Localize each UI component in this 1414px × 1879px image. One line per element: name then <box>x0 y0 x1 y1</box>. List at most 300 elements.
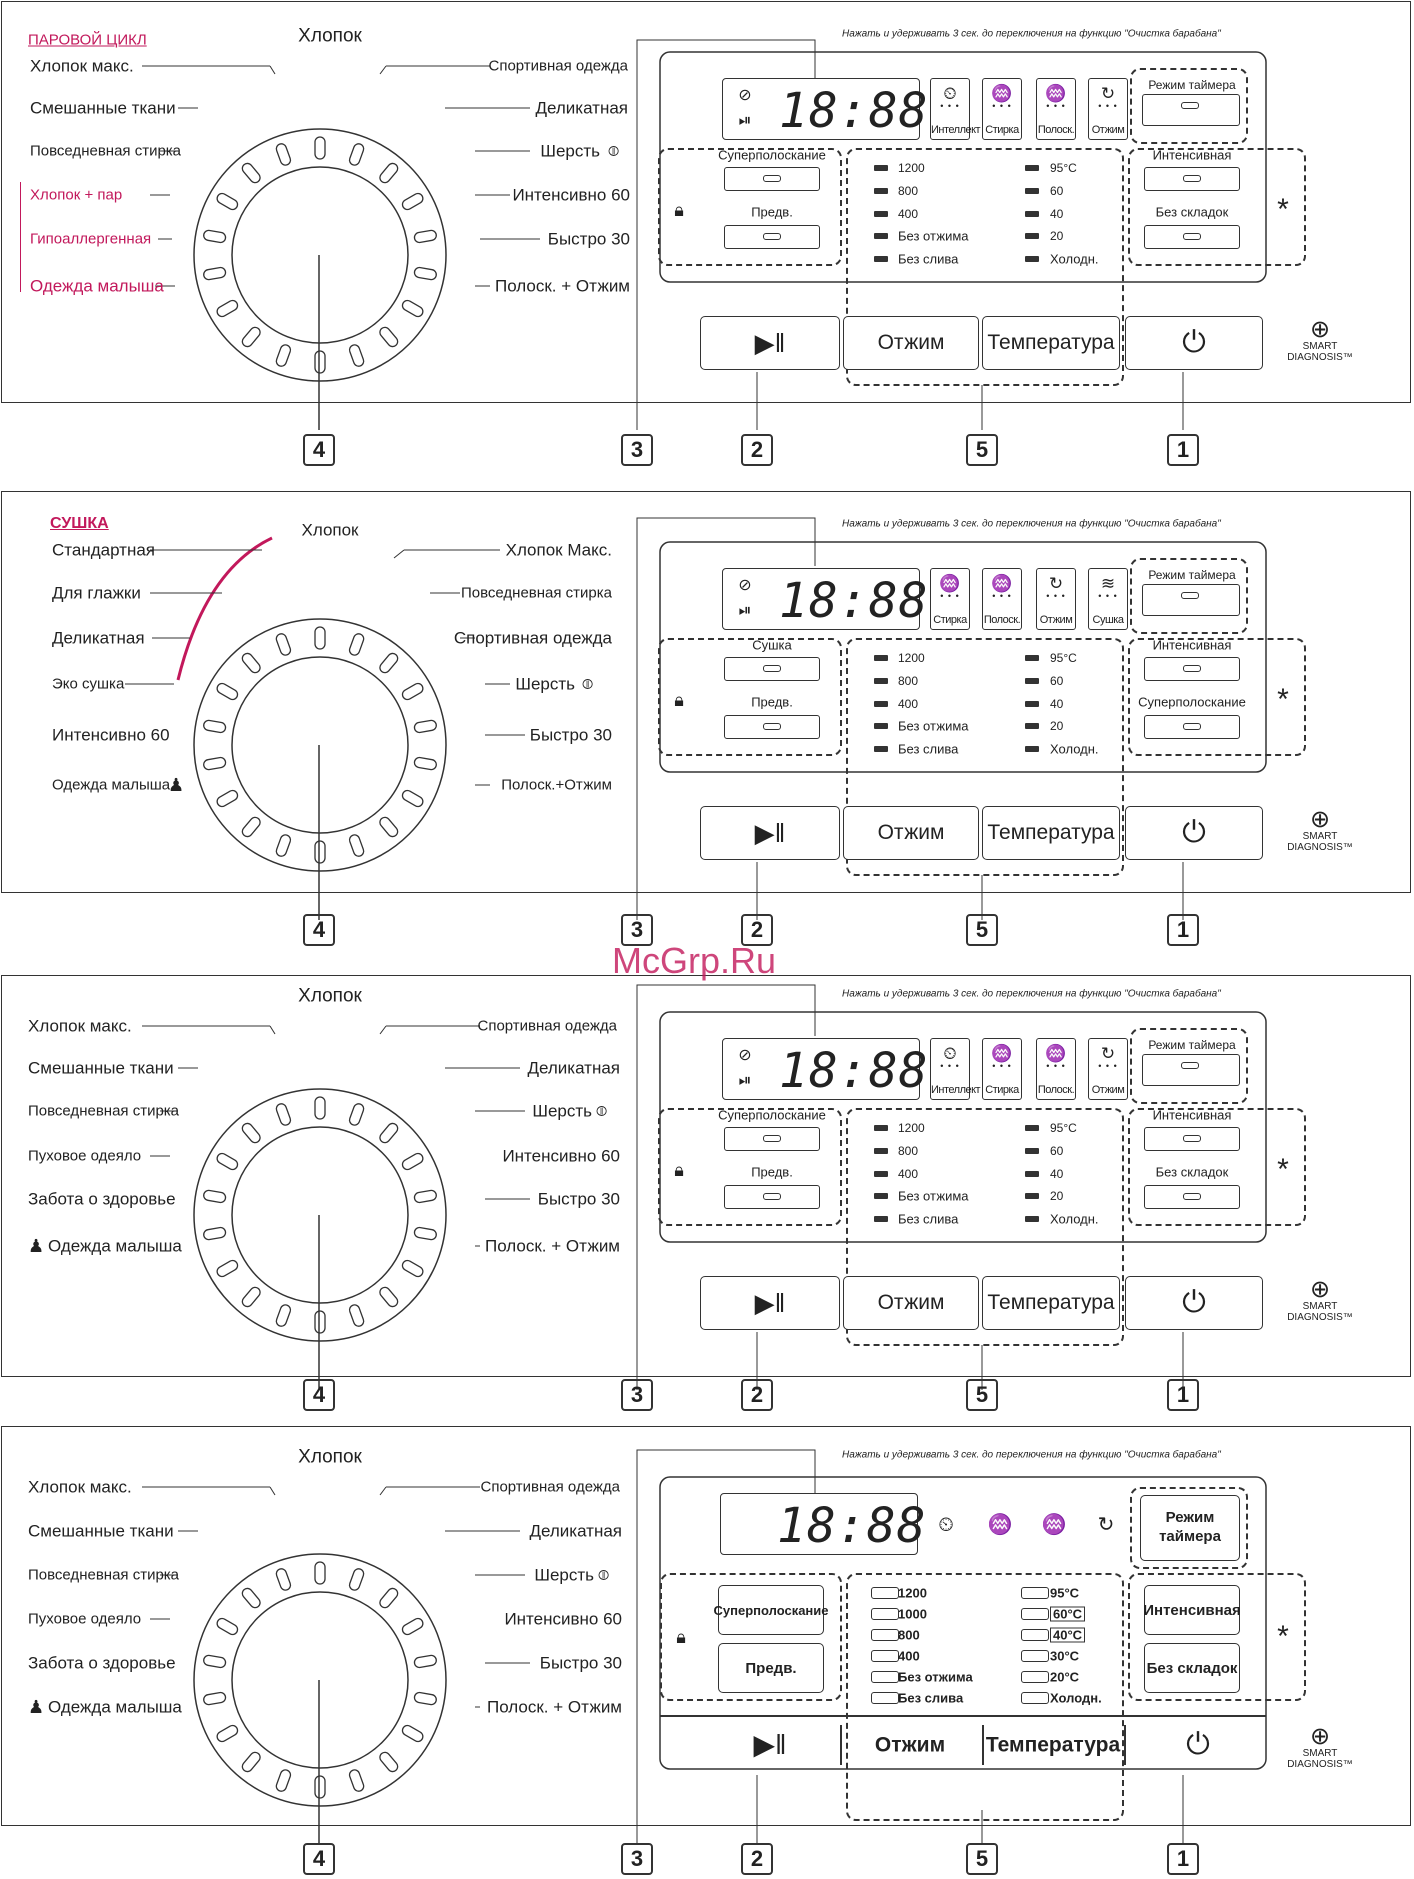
callout-2: 2 <box>741 914 773 946</box>
temp-40: 40 <box>1050 697 1064 711</box>
dial-slot <box>215 1152 239 1172</box>
program-left-5[interactable]: Забота о здоровье <box>28 1189 176 1209</box>
dial-slot <box>215 1259 239 1279</box>
dial-slot <box>378 325 400 348</box>
dial-slot <box>275 632 292 656</box>
divider <box>1124 1725 1126 1765</box>
divider <box>660 1715 1266 1717</box>
spin-icon: ↻ <box>1100 84 1116 103</box>
callout-4: 4 <box>303 1843 335 1875</box>
timer-label: Режим таймера <box>1148 1038 1236 1052</box>
no-crease-button[interactable] <box>1144 1185 1240 1209</box>
program-right-4[interactable]: Интенсивно 60 <box>512 185 630 205</box>
dial-slot <box>378 161 400 184</box>
spin-button[interactable]: Отжим <box>843 316 979 370</box>
dial-slot <box>203 1655 226 1669</box>
program-left-6[interactable]: Одежда малыша <box>48 1697 182 1717</box>
program-left-1[interactable]: Хлопок макс. <box>30 56 134 76</box>
no-crease-label: Без складок <box>1155 1164 1229 1180</box>
spin-no-drain: Без слива <box>898 1690 964 1706</box>
program-left-3[interactable]: Повседневная стирка <box>30 142 182 160</box>
program-right-1[interactable]: Спортивная одежда <box>477 1017 617 1035</box>
program-left-4[interactable]: Пуховое одеяло <box>28 1610 142 1628</box>
lock-icon: ⊘ <box>738 577 752 594</box>
program-right-3[interactable]: Шерсть <box>532 1101 592 1121</box>
callout-2: 2 <box>741 1379 773 1411</box>
temp-cold: Холодн. <box>1050 741 1099 757</box>
program-left-4[interactable]: Пуховое одеяло <box>28 1147 142 1165</box>
play-pause-icon: ▶‖ <box>754 327 786 358</box>
intensive-label: Интенсивная <box>1152 637 1232 653</box>
intensive-label: Интенсивная <box>1152 1107 1232 1123</box>
program-right-5[interactable]: Быстро 30 <box>539 1653 622 1673</box>
callout-5: 5 <box>966 1379 998 1411</box>
callout-1: 1 <box>1167 1843 1199 1875</box>
intensive-button[interactable] <box>1144 167 1240 191</box>
smart-diagnosis-icon: ⊕ <box>1309 806 1331 833</box>
callout-3: 3 <box>621 914 653 946</box>
dial-slot <box>203 230 226 244</box>
wool-icon: ⦷ <box>598 1567 610 1583</box>
dial-slot <box>414 1227 437 1241</box>
smart-diagnosis-icon: ⊕ <box>1309 1276 1331 1303</box>
time-display: 18:88 <box>779 83 929 139</box>
asterisk-icon: * <box>1277 1153 1289 1186</box>
spin-button[interactable]: Отжим <box>843 1276 979 1330</box>
dial-slot <box>215 1724 239 1744</box>
dial-slot <box>401 1617 425 1637</box>
spin-icon: ↻ <box>1097 1514 1115 1536</box>
dial-slot <box>275 1304 292 1328</box>
program-top[interactable]: Хлопок <box>298 1446 362 1468</box>
temperature-button[interactable]: Температура <box>982 316 1120 370</box>
program-right-3[interactable]: Шерсть <box>534 1565 594 1585</box>
timer-label: Режим таймера <box>1148 78 1236 92</box>
spin-800: 800 <box>898 674 919 688</box>
temp-60: 60 <box>1050 674 1064 688</box>
display <box>722 78 929 140</box>
dial-slot <box>240 325 262 348</box>
temp-cold: Холодн. <box>1050 1690 1102 1706</box>
dial-slot <box>275 344 292 368</box>
dial-slot <box>348 1567 365 1591</box>
baby-clothes-icon: ♟ <box>168 775 185 795</box>
program-right-4[interactable]: Интенсивно 60 <box>502 1146 620 1166</box>
spin-icon: ↻ <box>1048 574 1064 593</box>
asterisk-icon: * <box>1277 1620 1289 1653</box>
prewash-button[interactable] <box>724 715 820 739</box>
temp-60: 60°C <box>1050 1607 1085 1622</box>
superrinse-label: Суперполоскание <box>1138 694 1246 710</box>
dial-slot <box>203 1692 226 1706</box>
start-pause-button[interactable] <box>700 1276 840 1330</box>
power-button[interactable] <box>1125 806 1263 860</box>
program-left-1[interactable]: Хлопок макс. <box>28 1016 132 1036</box>
dial-slot <box>203 757 226 771</box>
program-right-4[interactable]: Интенсивно 60 <box>504 1609 622 1629</box>
indicator-intellect: ⏲ • • • Интеллект <box>930 78 970 140</box>
spin-none: Без отжима <box>898 1669 973 1685</box>
spin-no-drain: Без слива <box>898 1211 959 1227</box>
timer-button[interactable] <box>1142 1054 1240 1086</box>
spin-1200: 1200 <box>898 651 925 665</box>
temp-cold: Холодн. <box>1050 1211 1099 1227</box>
steam-bracket <box>20 182 21 292</box>
dial-slot <box>240 1586 262 1609</box>
panel-standard-alt <box>0 1425 1414 1879</box>
spin-1200: 1200 <box>898 1121 925 1135</box>
callout-4: 4 <box>303 1379 335 1411</box>
dial-slots <box>203 137 437 373</box>
spin-400: 400 <box>898 1167 919 1181</box>
program-right-3[interactable]: Шерсть <box>540 141 600 161</box>
dial-slot <box>215 299 239 319</box>
power-button[interactable] <box>1125 316 1263 370</box>
prewash-button[interactable] <box>724 225 820 249</box>
spin-1000: 1000 <box>898 1606 927 1622</box>
program-right-2[interactable]: Повседневная стирка <box>460 584 612 602</box>
dial-slot <box>378 1121 400 1144</box>
temperature-button[interactable]: Температура <box>982 1276 1120 1330</box>
wash-icon: ♒ <box>987 1514 1013 1536</box>
program-right-5[interactable]: Быстро 30 <box>547 229 630 249</box>
program-right-6[interactable]: Полоск. + Отжим <box>494 276 630 296</box>
prewash-button[interactable]: Предв. <box>718 1643 824 1693</box>
temp-40: 40 <box>1050 207 1064 221</box>
dry-button[interactable] <box>724 657 820 681</box>
indicator-wash: ♒ • • • Стирка <box>982 78 1022 140</box>
superrinse-button[interactable] <box>1144 715 1240 739</box>
play-pause-indicator-icon: ⏯ <box>738 112 752 129</box>
program-right-1[interactable]: Хлопок Макс. <box>505 540 612 560</box>
wash-icon: ♒ <box>991 84 1013 103</box>
no-crease-button[interactable] <box>1144 225 1240 249</box>
panel-steam <box>0 0 1414 470</box>
indicator-rinse: ♒ • • • Полоск. <box>1036 78 1076 140</box>
program-left-5[interactable]: Интенсивно 60 <box>52 725 170 745</box>
program-left-3[interactable]: Деликатная <box>52 628 145 648</box>
spin-no-drain: Без слива <box>898 741 959 757</box>
spin-400: 400 <box>898 697 919 711</box>
program-right-2[interactable]: Деликатная <box>535 98 628 118</box>
callout-5: 5 <box>966 434 998 466</box>
dial-slot <box>315 627 325 649</box>
program-right-5[interactable]: Быстро 30 <box>537 1189 620 1209</box>
dial-slot <box>203 720 226 734</box>
dial-slot <box>203 267 226 281</box>
indicator-intellect: ⏲ • • • Интеллект <box>930 1038 970 1100</box>
program-top[interactable]: Хлопок <box>301 520 359 540</box>
time-display: 18:88 <box>779 1043 929 1099</box>
power-icon: ⏻ <box>1182 816 1206 849</box>
spin-icon: ↻ <box>1100 1044 1116 1063</box>
spin-none: Без отжима <box>898 718 969 734</box>
smart-diagnosis-logo: ⊕ SMART DIAGNOSIS™ <box>1287 316 1353 363</box>
power-button[interactable] <box>1186 1730 1210 1760</box>
asterisk-icon: * <box>1277 193 1289 226</box>
temp-20: 20 <box>1050 229 1064 243</box>
no-crease-button[interactable]: Без складок <box>1144 1643 1240 1693</box>
no-crease-label: Без складок <box>1155 204 1229 220</box>
power-icon: ⏻ <box>1182 1286 1206 1319</box>
dial-slot <box>275 1102 292 1126</box>
indicator-spin: ↻ • • • Отжим <box>1088 78 1128 140</box>
dial-slot <box>275 1769 292 1793</box>
dial-slot <box>348 1769 365 1793</box>
dial-slot <box>414 757 437 771</box>
program-left-6[interactable]: Одежда малыша <box>52 776 171 794</box>
temp-40: 40 <box>1050 1167 1064 1181</box>
timer-icon: ⏲ <box>943 84 957 103</box>
indicator-rinse: ♒ • • • Полоск. <box>982 568 1022 630</box>
indicator-rinse: ♒ • • • Полоск. <box>1036 1038 1076 1100</box>
program-left-3[interactable]: Повседневная стирка <box>28 1102 180 1120</box>
wash-icon: ♒ <box>939 574 961 593</box>
time-display: 18:88 <box>777 1498 927 1554</box>
dial-slot <box>315 351 325 373</box>
program-right-4[interactable]: Шерсть <box>515 674 575 694</box>
wool-icon: ⦷ <box>608 143 620 159</box>
dial-slot <box>315 1097 325 1119</box>
smart-diagnosis-logo: ⊕ SMART DIAGNOSIS™ <box>1287 1723 1353 1770</box>
program-left-6[interactable]: Одежда малыша <box>30 276 164 296</box>
indicator-spin: ↻ • • • Отжим <box>1088 1038 1128 1100</box>
callout-5: 5 <box>966 1843 998 1875</box>
program-right-6[interactable]: Полоск. + Отжим <box>484 1236 620 1256</box>
asterisk-icon: * <box>1277 683 1289 716</box>
dial-slot <box>240 815 262 838</box>
time-display: 18:88 <box>779 573 929 629</box>
dial-slot <box>401 789 425 809</box>
dial-slot <box>240 1750 262 1773</box>
drum-clean-note: Нажать и удерживать 3 сек. до переключения на функцию "Очистка барабана" <box>842 518 1221 530</box>
temp-cold: Холодн. <box>1050 251 1099 267</box>
wash-icon: ♒ <box>991 1044 1013 1063</box>
wool-icon: ⦷ <box>596 1103 608 1119</box>
dial-slot <box>275 834 292 858</box>
dry-icon: ≋ <box>1100 574 1116 593</box>
spin-none: Без отжима <box>898 228 969 244</box>
dial-slot <box>414 230 437 244</box>
dial-slot <box>315 1776 325 1798</box>
program-top[interactable]: Хлопок <box>298 985 362 1007</box>
program-right-1[interactable]: Спортивная одежда <box>480 1478 620 1496</box>
program-right-2[interactable]: Деликатная <box>529 1521 622 1541</box>
baby-clothes-icon: ♟ <box>28 1236 45 1256</box>
program-left-2[interactable]: Смешанные ткани <box>28 1058 174 1078</box>
dial-slot <box>203 1190 226 1204</box>
play-pause-indicator-icon: ⏯ <box>738 602 752 619</box>
child-lock-icon: 🔒︎ <box>674 690 684 710</box>
prewash-label: Предв. <box>751 204 793 220</box>
dial-slot <box>215 192 239 212</box>
spin-none: Без отжима <box>898 1188 969 1204</box>
spin-800: 800 <box>898 1144 919 1158</box>
dial-slot <box>348 1304 365 1328</box>
timer-button[interactable] <box>1142 94 1240 126</box>
child-lock-icon: 🔒︎ <box>674 1160 684 1180</box>
temp-95: 95°C <box>1050 1121 1077 1135</box>
program-left-4[interactable]: Хлопок + пар <box>30 186 123 204</box>
dial-slot <box>414 720 437 734</box>
play-pause-icon: ▶‖ <box>753 1729 787 1760</box>
spin-400: 400 <box>898 207 919 221</box>
temp-20: 20 <box>1050 719 1064 733</box>
drum-clean-note: Нажать и удерживать 3 сек. до переключения на функцию "Очистка барабана" <box>842 28 1221 40</box>
drum-clean-note: Нажать и удерживать 3 сек. до переключения на функцию "Очистка барабана" <box>842 1449 1221 1461</box>
spin-no-drain: Без слива <box>898 251 959 267</box>
watermark: McGrp.Ru <box>612 940 777 981</box>
program-left-2[interactable]: Для глажки <box>52 583 141 603</box>
dial-slot <box>315 841 325 863</box>
play-pause-icon: ▶‖ <box>754 1287 786 1318</box>
dry-label: Сушка <box>752 637 792 653</box>
temp-95: 95°C <box>1050 1585 1080 1601</box>
dial-slot <box>378 651 400 674</box>
dial-slot <box>215 789 239 809</box>
temp-95: 95°C <box>1050 651 1077 665</box>
program-right-6[interactable]: Полоск. + Отжим <box>486 1697 622 1717</box>
drum-clean-note: Нажать и удерживать 3 сек. до переключения на функцию "Очистка барабана" <box>842 988 1221 1000</box>
temperature-button[interactable]: Температура <box>982 806 1120 860</box>
spin-1200: 1200 <box>898 161 925 175</box>
power-icon: ⏻ <box>1186 1728 1210 1761</box>
intensive-button[interactable] <box>1144 1127 1240 1151</box>
prewash-label: Предв. <box>751 1164 793 1180</box>
program-left-2[interactable]: Смешанные ткани <box>30 98 176 118</box>
program-right-5[interactable]: Быстро 30 <box>529 725 612 745</box>
spin-button[interactable]: Отжим <box>843 806 979 860</box>
dial-slot <box>414 1190 437 1204</box>
smart-diagnosis-icon: ⊕ <box>1309 316 1331 343</box>
rinse-icon: ♒ <box>991 574 1013 593</box>
dial-slot <box>378 1750 400 1773</box>
program-right-6[interactable]: Полоск.+Отжим <box>501 776 612 794</box>
program-left-2[interactable]: Смешанные ткани <box>28 1521 174 1541</box>
dial-slot <box>348 1102 365 1126</box>
child-lock-icon: 🔒︎ <box>674 200 684 220</box>
lock-icon: ⊘ <box>738 87 752 104</box>
timer-button[interactable] <box>1142 584 1240 616</box>
spin-button[interactable]: Отжим <box>874 1733 946 1757</box>
superrinse-button[interactable]: Суперполоскание <box>718 1585 824 1635</box>
play-pause-icon: ▶‖ <box>754 817 786 848</box>
section-title: ПАРОВОЙ ЦИКЛ <box>28 31 147 49</box>
start-pause-button[interactable] <box>753 1731 786 1759</box>
divider <box>982 1725 984 1765</box>
callout-5: 5 <box>966 914 998 946</box>
timer-icon: ⏲ <box>938 1514 954 1536</box>
temp-20: 20°C <box>1050 1669 1080 1685</box>
dial-slot <box>378 815 400 838</box>
child-lock-icon: 🔒︎ <box>676 1627 686 1647</box>
dial-slot <box>414 1655 437 1669</box>
indicator-spin: ↻ • • • Отжим <box>1036 568 1076 630</box>
temp-30: 30°C <box>1050 1648 1080 1664</box>
dial-slot <box>378 1285 400 1308</box>
callout-1: 1 <box>1167 914 1199 946</box>
program-top[interactable]: Хлопок <box>298 25 362 47</box>
callout-2: 2 <box>741 434 773 466</box>
program-right-2[interactable]: Деликатная <box>527 1058 620 1078</box>
dial-slot <box>240 1121 262 1144</box>
callout-1: 1 <box>1167 434 1199 466</box>
indicator-wash: ♒ • • • Стирка <box>982 1038 1022 1100</box>
superrinse-label: Суперполоскание <box>718 1107 826 1123</box>
program-left-5[interactable]: Забота о здоровье <box>28 1653 176 1673</box>
dial-slot <box>275 1567 292 1591</box>
dial-slot <box>414 267 437 281</box>
callout-1: 1 <box>1167 1379 1199 1411</box>
program-left-4[interactable]: Эко сушка <box>52 675 125 693</box>
display <box>720 1493 927 1555</box>
callout-4: 4 <box>303 914 335 946</box>
prewash-button[interactable] <box>724 1185 820 1209</box>
program-left-6[interactable]: Одежда малыша <box>48 1236 182 1256</box>
rinse-icon: ♒ <box>1045 84 1067 103</box>
timer-icon: ⏲ <box>943 1044 957 1063</box>
callout-3: 3 <box>621 1379 653 1411</box>
temp-60: 60 <box>1050 184 1064 198</box>
dial-slot <box>315 1562 325 1584</box>
callout-2: 2 <box>741 1843 773 1875</box>
superrinse-button[interactable] <box>724 1127 820 1151</box>
program-left-5[interactable]: Гипоаллергенная <box>30 230 152 248</box>
dial-slot <box>401 1259 425 1279</box>
callout-3: 3 <box>621 1843 653 1875</box>
rinse-icon: ♒ <box>1045 1044 1067 1063</box>
intensive-label: Интенсивная <box>1152 147 1232 163</box>
divider <box>840 1725 842 1765</box>
dial-slot <box>401 192 425 212</box>
program-left-1[interactable]: Стандартная <box>52 540 156 560</box>
display <box>722 1038 929 1100</box>
section-title: СУШКА <box>50 515 109 532</box>
spin-800: 800 <box>898 1627 920 1643</box>
smart-diagnosis-icon: ⊕ <box>1309 1723 1331 1750</box>
dial-slot <box>378 1586 400 1609</box>
temp-60: 60 <box>1050 1144 1064 1158</box>
dial-slots <box>203 627 437 863</box>
timer-button[interactable]: Режим таймера <box>1140 1495 1240 1561</box>
display <box>722 568 929 630</box>
spin-400: 400 <box>898 1648 920 1664</box>
dial-slot <box>215 1617 239 1637</box>
temp-40: 40°C <box>1050 1628 1085 1643</box>
power-button[interactable] <box>1125 1276 1263 1330</box>
wool-icon: ⦷ <box>582 676 594 692</box>
callout-4: 4 <box>303 434 335 466</box>
dial-slot <box>401 299 425 319</box>
start-pause-button[interactable] <box>700 806 840 860</box>
program-left-1[interactable]: Хлопок макс. <box>28 1477 132 1497</box>
panel-dry <box>0 490 1414 960</box>
dial-slots <box>203 1562 437 1798</box>
indicator-dry: ≋ • • • Сушка <box>1088 568 1128 630</box>
start-pause-button[interactable] <box>700 316 840 370</box>
temperature-button[interactable]: Температура <box>985 1733 1121 1757</box>
superrinse-button[interactable] <box>724 167 820 191</box>
program-right-1[interactable]: Спортивная одежда <box>488 57 628 75</box>
intensive-button[interactable] <box>1144 657 1240 681</box>
program-right-3[interactable]: Спортивная одежда <box>453 628 612 648</box>
intensive-button[interactable]: Интенсивная <box>1144 1585 1240 1635</box>
program-left-3[interactable]: Повседневная стирка <box>28 1566 180 1584</box>
smart-diagnosis-logo: ⊕ SMART DIAGNOSIS™ <box>1287 1276 1353 1323</box>
dial-slot <box>215 682 239 702</box>
dial-slot <box>348 834 365 858</box>
dial-slot <box>348 632 365 656</box>
